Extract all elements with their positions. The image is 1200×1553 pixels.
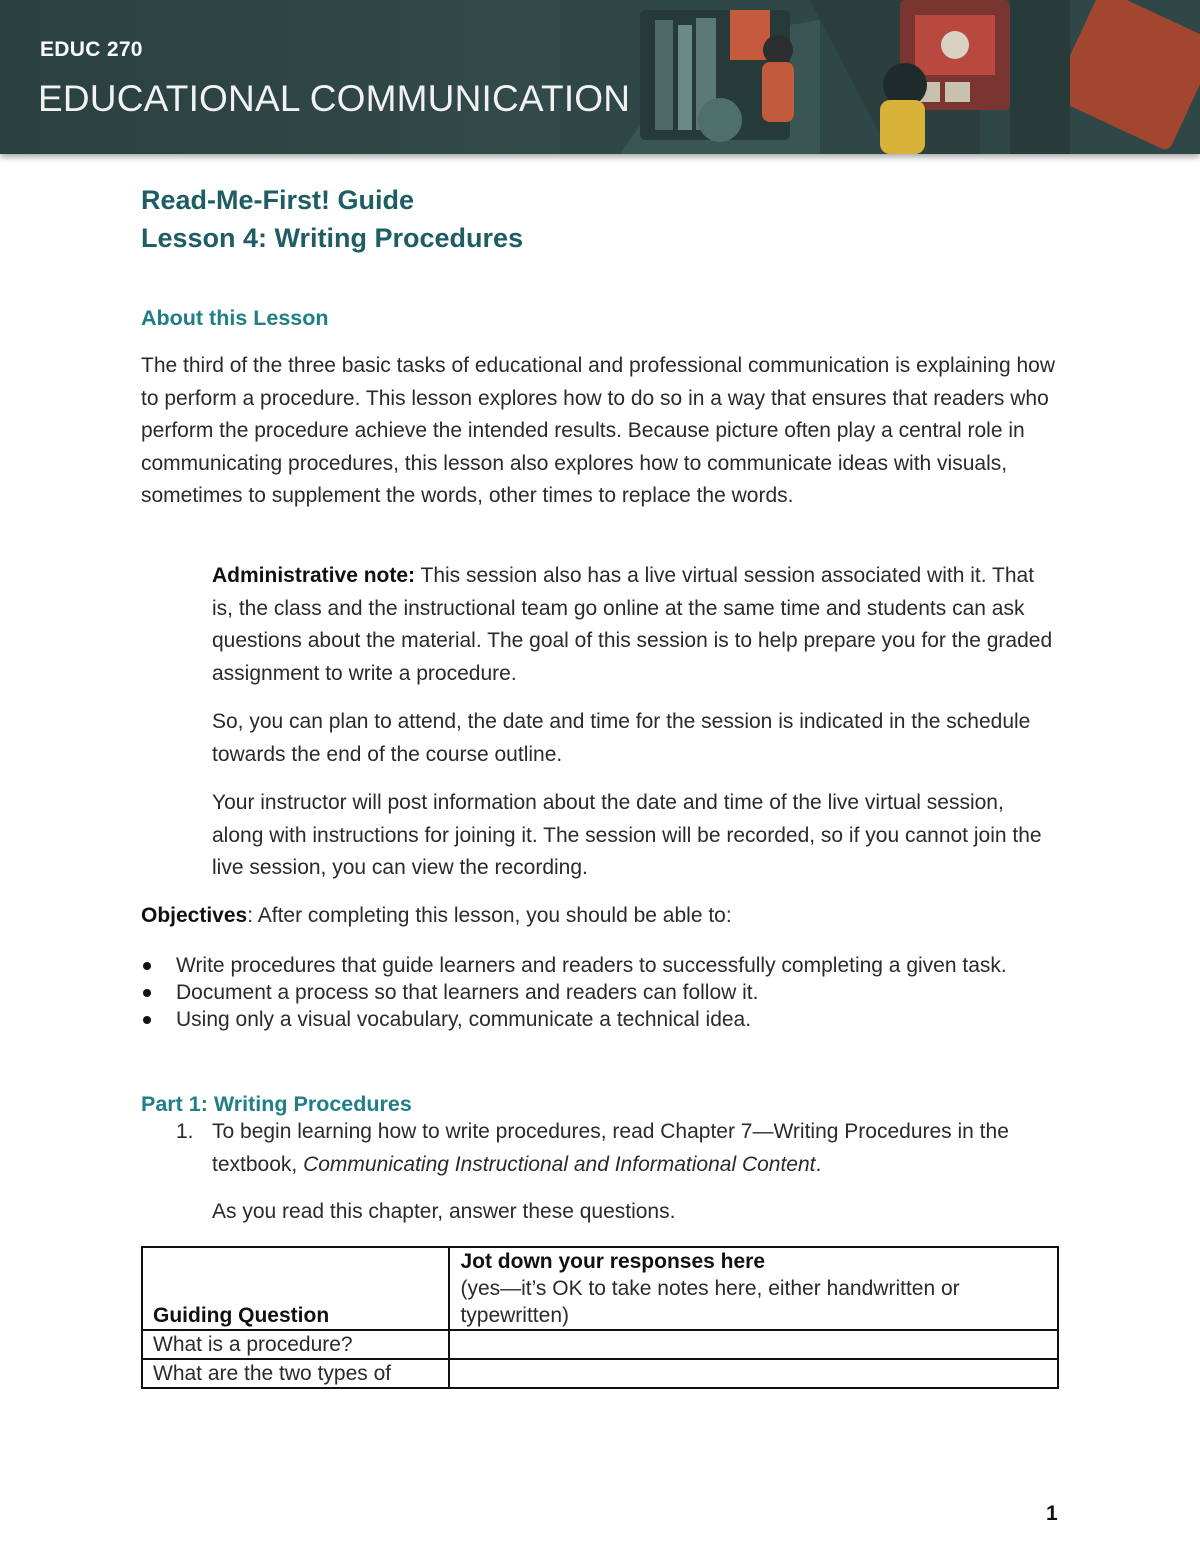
objectives-intro xyxy=(141,900,1056,933)
table-header-row xyxy=(142,1247,1058,1330)
header-responses xyxy=(449,1247,1058,1330)
about-heading: About this Lesson xyxy=(141,306,329,330)
question-cell: What is a procedure? xyxy=(142,1330,449,1359)
step-number: 1. xyxy=(176,1120,194,1143)
part1-heading: Part 1: Writing Procedures xyxy=(141,1092,412,1116)
objectives-label: Objectives xyxy=(141,904,248,927)
about-paragraph: The third of the three basic tasks of educational and professional communication is explaining how to perform a procedure. This lesson explores how to do so in a way that ensures that readers who perform the procedure achieve the intended results. Because picture often play a central role in communicating procedures, this lesson also explores how to communicate ideas with visuals, sometimes to supplement the words, other times to replace the words. xyxy=(141,354,1056,507)
admin-note xyxy=(212,560,1060,690)
objective-item: Document a process so that learners and readers can follow it. xyxy=(141,979,1061,1006)
header-guiding-question: Guiding Question xyxy=(142,1247,449,1330)
guiding-questions-table xyxy=(141,1246,1059,1389)
admin-schedule-paragraph: So, you can plan to attend, the date and time for the session is indicated in the schedule towards the end of the course outline. xyxy=(212,710,1031,766)
objectives-list xyxy=(141,952,1061,1033)
guide-title: Read-Me-First! Guide xyxy=(141,185,415,215)
objective-item: Write procedures that guide learners and readers to successfully completing a given task. xyxy=(141,952,1061,979)
admin-recording-paragraph: Your instructor will post information about the date and time of the live virtual session, along with instructions for joining it. The session will be recorded, so if you cannot join the live session, you can view the recording. xyxy=(212,791,1042,879)
course-name: EDUCATIONAL COMMUNICATION xyxy=(38,78,631,119)
step-1-end: . xyxy=(815,1152,822,1176)
textbook-title: Communicating Instructional and Informational Content xyxy=(303,1152,816,1176)
response-cell[interactable] xyxy=(449,1359,1058,1388)
table-row xyxy=(142,1359,1058,1388)
objective-item: Using only a visual vocabulary, communicate a technical idea. xyxy=(141,1006,1061,1033)
table-row xyxy=(142,1330,1058,1359)
header-responses-title: Jot down your responses here xyxy=(460,1250,766,1273)
admin-note-text: This session also has a live virtual session associated with it. That is, the class and the instructional team go online at the same time and students can ask questions about the material. The goal of this session is to help prepare you for the graded assignment to write a procedure. xyxy=(212,564,1053,685)
response-cell[interactable] xyxy=(449,1330,1058,1359)
course-code: EDUC 270 xyxy=(40,38,143,61)
step-1-follow-up: As you read this chapter, answer these questions. xyxy=(212,1200,676,1223)
lesson-title: Lesson 4: Writing Procedures xyxy=(141,223,524,253)
admin-note-label: Administrative note: xyxy=(212,564,416,587)
objectives-text: : After completing this lesson, you should be able to: xyxy=(247,904,732,927)
step-1-text xyxy=(212,1116,1060,1181)
page-number: 1 xyxy=(1046,1502,1058,1525)
step-1-instruction: To begin learning how to write procedures, read Chapter 7—Writing Procedures in the textbook, xyxy=(212,1120,1009,1176)
header-responses-note: (yes—it’s OK to take notes here, either handwritten or typewritten) xyxy=(460,1277,960,1327)
header-banner xyxy=(0,0,1200,154)
question-cell: What are the two types of xyxy=(142,1359,449,1388)
banner-illustration xyxy=(560,0,1200,154)
